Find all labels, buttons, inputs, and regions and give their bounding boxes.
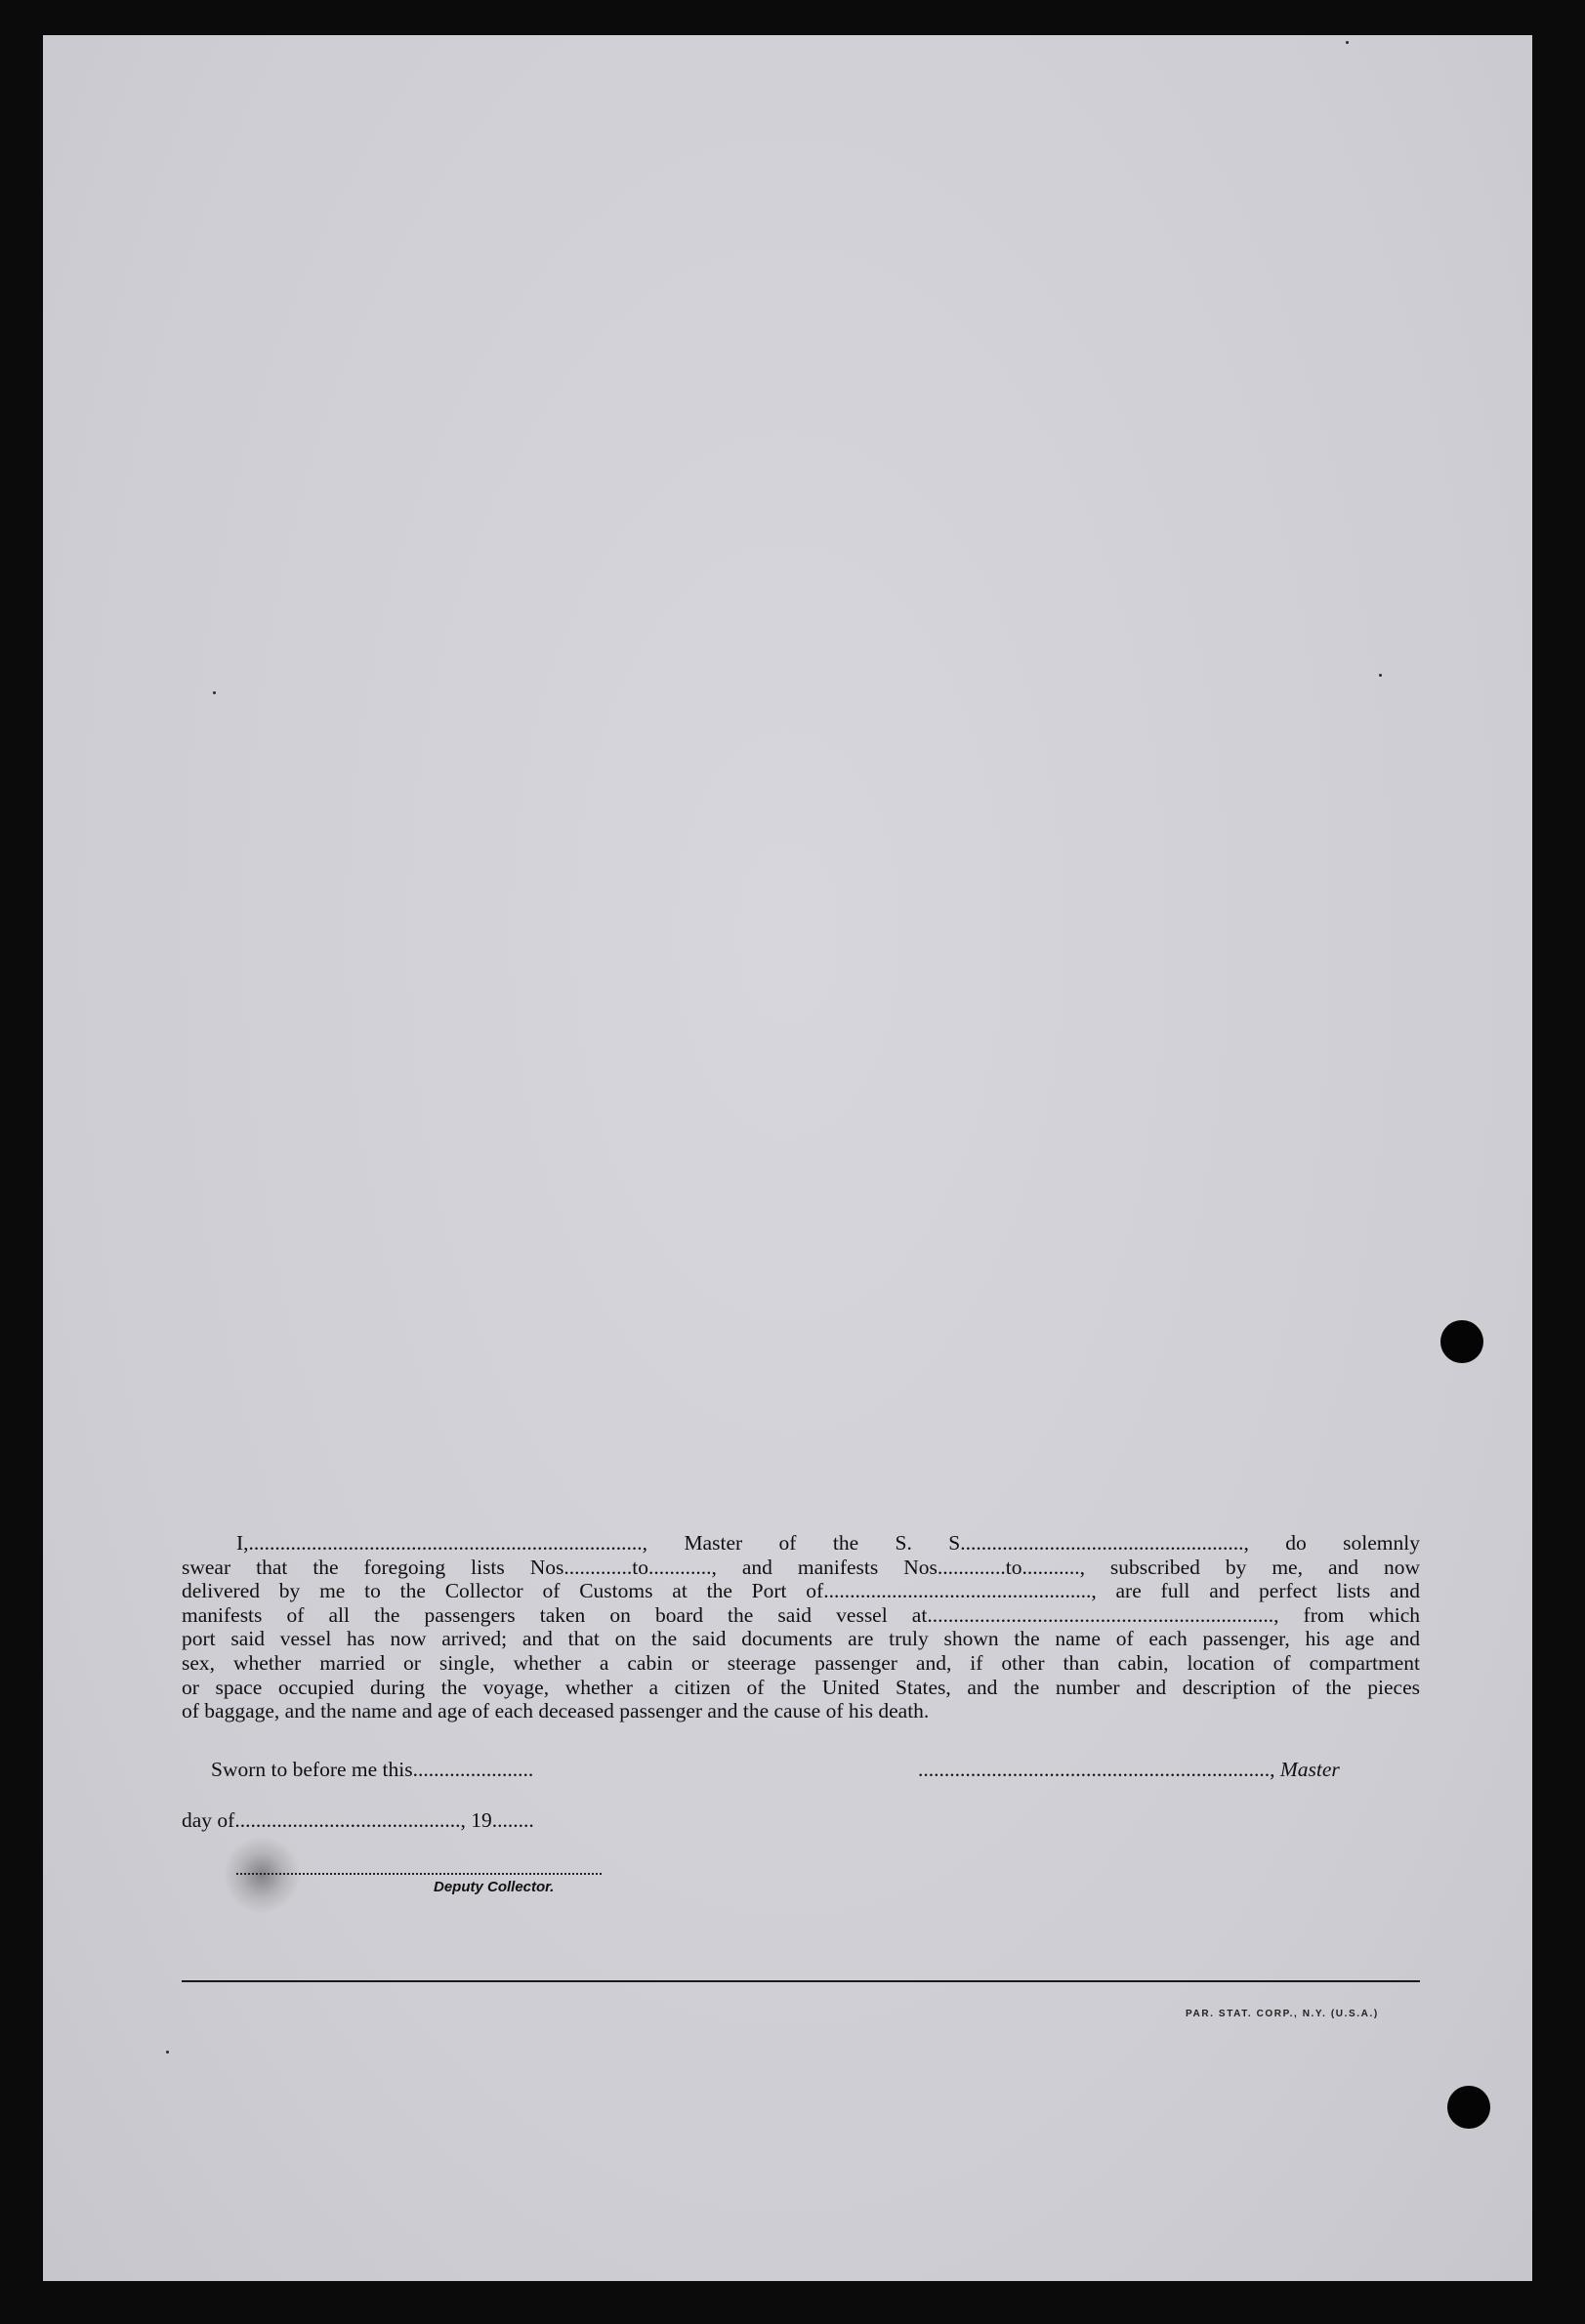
- sworn-line: [211, 1758, 533, 1782]
- oath-line: port said vessel has now arrived; and that on the said documents are truly shown the name of each passenger, his age and: [182, 1627, 1420, 1651]
- master-label: Master: [1279, 1758, 1340, 1781]
- oath-line: delivered by me to the Collector of Customs at the Port of..................................................., are full and perfect lists and: [182, 1579, 1420, 1603]
- oath-line: sex, whether married or single, whether a cabin or steerage passenger and, if other than cabin, location of compartment: [182, 1650, 1420, 1675]
- paper-speck: [166, 2051, 169, 2054]
- deputy-collector-label: Deputy Collector.: [434, 1879, 555, 1895]
- ink-smudge: [223, 1836, 301, 1914]
- printer-imprint: PAR. STAT. CORP., N.Y. (U.S.A.): [1186, 2009, 1379, 2019]
- oath-line: I,..........................................................................., Master of the S. S......................................................, do solemnly: [236, 1531, 1420, 1555]
- deputy-signature-rule: [236, 1873, 602, 1875]
- sworn-text: Sworn to before me this.......................: [211, 1758, 534, 1781]
- oath-line: swear that the foregoing lists Nos.............to............, and manifests Nos.............to..........., subscribed by me, and now: [182, 1555, 1420, 1579]
- oath-line: manifests of all the passengers taken on board the said vessel at.................................................................., from which: [182, 1602, 1420, 1627]
- master-dots: ...................................................................,: [918, 1758, 1280, 1781]
- oath-line: or space occupied during the voyage, whether a citizen of the United States, and the number and description of the pieces: [182, 1675, 1420, 1699]
- paper-speck: [1346, 41, 1349, 44]
- paper-speck: [213, 691, 216, 694]
- paper-speck: [1379, 674, 1382, 677]
- oath-line: of baggage, and the name and age of each deceased passenger and the cause of his death.: [182, 1699, 930, 1723]
- document-page: [43, 35, 1532, 2281]
- master-signature-line: [918, 1758, 1340, 1782]
- punch-hole-upper: [1440, 1320, 1483, 1363]
- bottom-rule: [182, 1980, 1420, 1982]
- day-of-line: [182, 1808, 534, 1833]
- punch-hole-lower: [1447, 2086, 1490, 2129]
- day-of-text: day of..........................................., 19........: [182, 1808, 534, 1832]
- oath-paragraph: [182, 1531, 1420, 1723]
